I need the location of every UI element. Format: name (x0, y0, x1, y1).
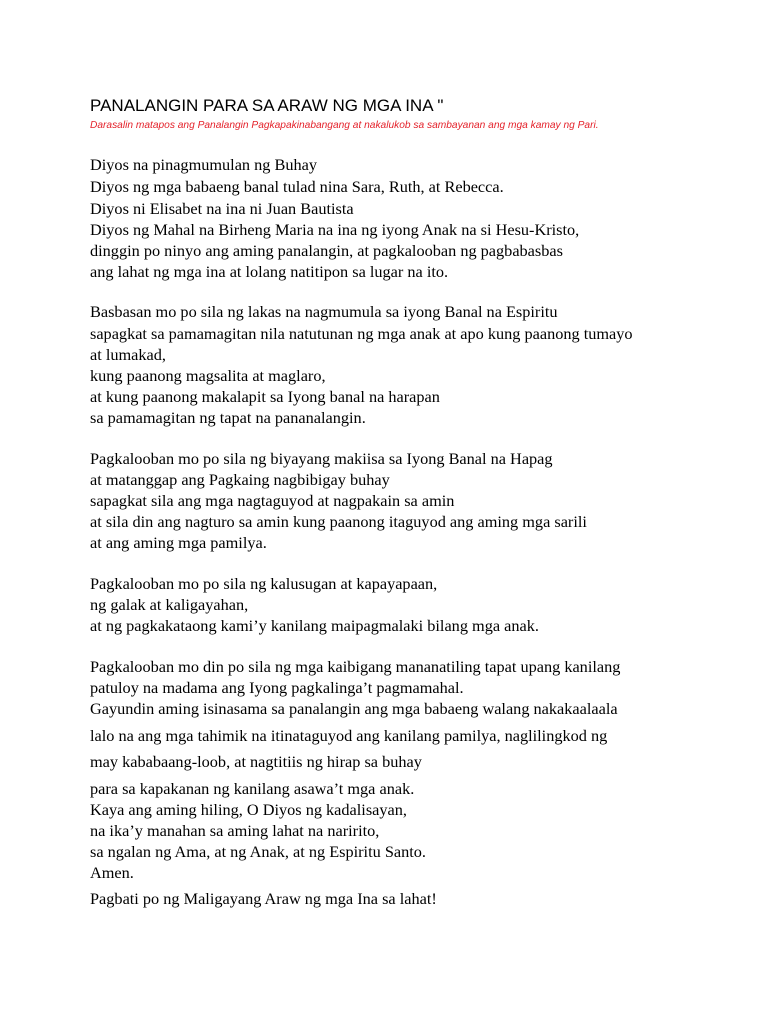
text-line: Diyos ng mga babaeng banal tulad nina Sara, Ruth, at Rebecca. (90, 177, 504, 196)
text-line: Amen. (90, 863, 134, 882)
text-line: Diyos na pinagmumulan ng Buhay (90, 155, 318, 174)
text-line: lalo na ang mga tahimik na itinataguyod ang kanilang pamilya, naglilingkod ng (90, 726, 608, 745)
text-line: Diyos ng Mahal na Birheng Maria na ina ng iyong Anak na si Hesu-Kristo, (90, 220, 580, 239)
text-line: sa ngalan ng Ama, at ng Anak, at ng Espiritu Santo. (90, 842, 426, 861)
text-line: Pagkalooban mo po sila ng biyayang makiisa sa Iyong Banal na Hapag (90, 449, 553, 468)
text-line: at kung paanong makalapit sa Iyong banal na harapan (90, 387, 440, 406)
text-line: sapagkat sila ang mga nagtaguyod at nagpakain sa amin (90, 491, 455, 510)
text-line: at ang aming mga pamilya. (90, 533, 267, 552)
text-line: na ika’y manahan sa aming lahat na naririto, (90, 821, 380, 840)
text-line: patuloy na madama ang Iyong pagkalinga’t pagmamahal. (90, 678, 464, 697)
text-line: Basbasan mo po sila ng lakas na nagmumula sa iyong Banal na Espiritu (90, 302, 558, 321)
rubric-note: Darasalin matapos ang Panalangin Pagkapakinabangang at nakalukob sa sambayanan ang mga kamay ng Pari. (90, 120, 599, 131)
text-line: may kababaang-loob, at nagtitiis ng hirap sa buhay (90, 752, 422, 771)
text-line: Pagkalooban mo din po sila ng mga kaibigang mananatiling tapat upang kanilang (90, 657, 621, 676)
text-line: dinggin po ninyo ang aming panalangin, at pagkalooban ng pagbabasbas (90, 241, 563, 260)
text-line: ng galak at kaligayahan, (90, 595, 249, 614)
closing-line: Pagbati po ng Maligayang Araw ng mga Ina sa lahat! (90, 889, 437, 908)
text-line: Diyos ni Elisabet na ina ni Juan Bautista (90, 199, 354, 218)
text-line: sa pamamagitan ng tapat na pananalangin. (90, 408, 366, 427)
text-line: sapagkat sa pamamagitan nila natutunan ng mga anak at apo kung paanong tumayo (90, 324, 633, 343)
text-line: at matanggap ang Pagkaing nagbibigay buhay (90, 470, 390, 489)
text-line: at lumakad, (90, 345, 166, 364)
page-title: PANALANGIN PARA SA ARAW NG MGA INA " (90, 96, 444, 115)
text-line: at sila din ang nagturo sa amin kung paanong itaguyod ang aming mga sarili (90, 512, 587, 531)
text-line: Pagkalooban mo po sila ng kalusugan at kapayapaan, (90, 574, 438, 593)
text-line: at ng pagkakataong kami’y kanilang maipagmalaki bilang mga anak. (90, 616, 539, 635)
text-line: para sa kapakanan ng kanilang asawa’t mga anak. (90, 779, 415, 798)
text-line: Gayundin aming isinasama sa panalangin ang mga babaeng walang nakakaalaala (90, 699, 618, 718)
text-line: ang lahat ng mga ina at lolang natitipon sa lugar na ito. (90, 262, 449, 281)
text-line: Kaya ang aming hiling, O Diyos ng kadalisayan, (90, 800, 407, 819)
text-line: kung paanong magsalita at maglaro, (90, 366, 326, 385)
